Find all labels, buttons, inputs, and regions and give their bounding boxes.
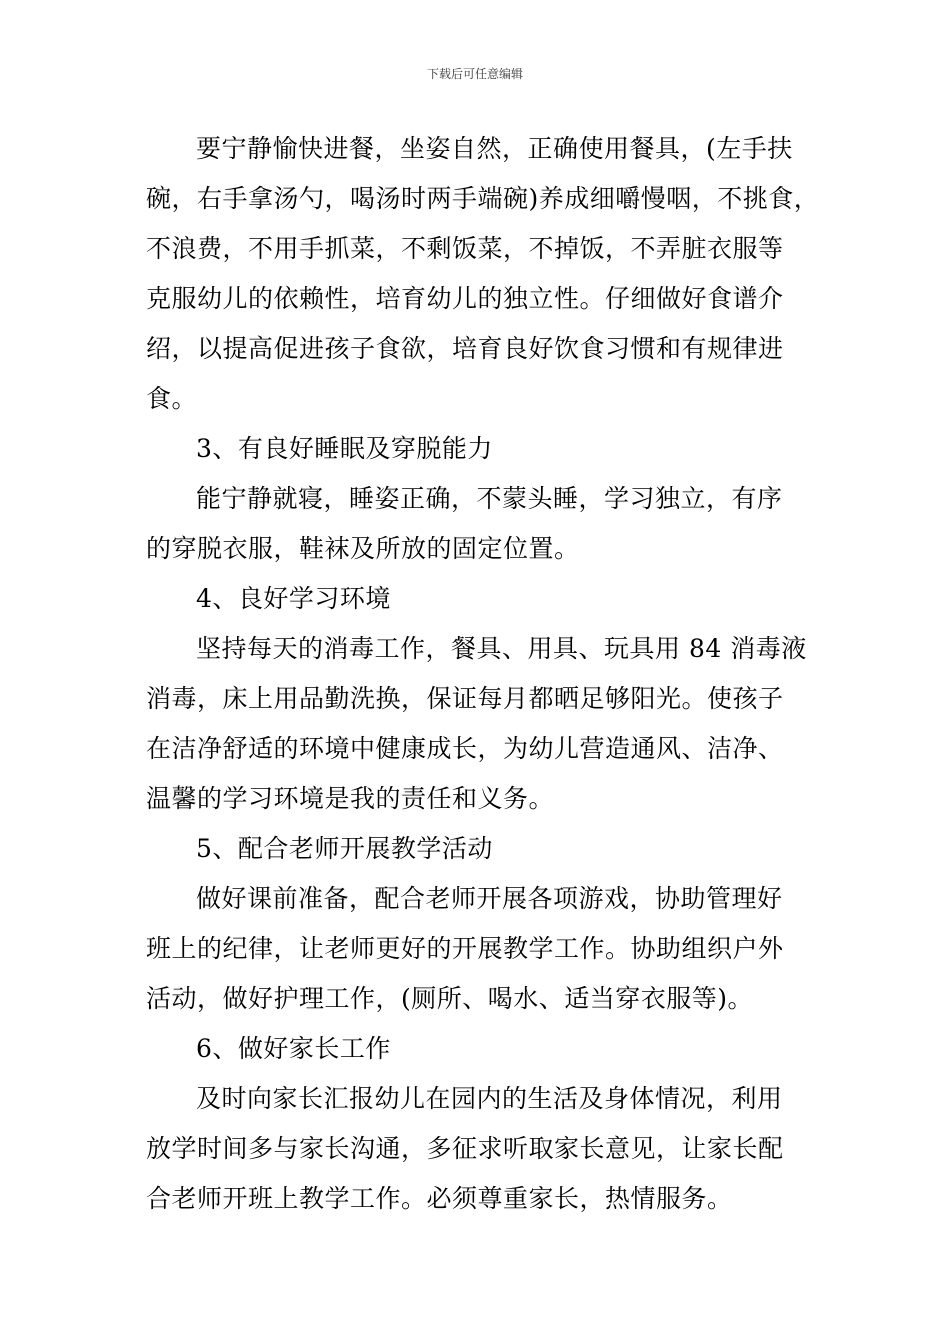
paragraph-line: 坚持每天的消毒工作，餐具、用具、玩具用 84 消毒液: [196, 634, 807, 663]
paragraph-line: 在洁净舒适的环境中健康成长，为幼儿营造通风、洁净、: [146, 734, 784, 763]
paragraph-line: 绍，以提高促进孩子食欲，培育良好饮食习惯和有规律进: [146, 334, 784, 363]
header-note: 下载后可任意编辑: [426, 67, 523, 81]
paragraph-line: 的穿脱衣服，鞋袜及所放的固定位置。: [146, 534, 580, 563]
paragraph-line: 及时向家长汇报幼儿在园内的生活及身体情况，利用: [196, 1084, 783, 1113]
paragraph-line: 消毒，床上用品勤洗换，保证每月都晒足够阳光。使孩子: [146, 684, 784, 713]
section-heading: 3、有良好睡眠及穿脱能力: [196, 434, 493, 463]
paragraph-line: 做好课前准备，配合老师开展各项游戏，协助管理好: [196, 884, 783, 913]
paragraph-line: 克服幼儿的依赖性，培育幼儿的独立性。仔细做好食谱介: [146, 284, 784, 313]
paragraph-line: 班上的纪律，让老师更好的开展教学工作。协助组织户外: [146, 934, 784, 963]
paragraph-line: 活动，做好护理工作，(厕所、喝水、适当穿衣服等)。: [146, 984, 754, 1013]
paragraph-line: 能宁静就寝，睡姿正确，不蒙头睡，学习独立，有序: [196, 484, 783, 513]
document-body: [146, 124, 826, 1224]
paragraph-line: 碗，右手拿汤勺，喝汤时两手端碗)养成细嚼慢咽，不挑食，: [146, 184, 820, 213]
paragraph-line: 放学时间多与家长沟通，多征求听取家长意见，让家长配: [146, 1134, 784, 1163]
section-heading: 6、做好家长工作: [196, 1034, 391, 1063]
paragraph-line: 不浪费，不用手抓菜，不剩饭菜，不掉饭，不弄脏衣服等: [146, 234, 784, 263]
paragraph-line: 要宁静愉快进餐，坐姿自然，正确使用餐具，(左手扶: [196, 134, 793, 163]
paragraph-line: 合老师开班上教学工作。必须尊重家长，热情服务。: [146, 1184, 733, 1213]
paragraph-line: 食。: [146, 384, 198, 413]
paragraph-line: 温馨的学习环境是我的责任和义务。: [146, 784, 555, 813]
section-heading: 4、良好学习环境: [196, 584, 391, 613]
section-heading: 5、配合老师开展教学活动: [196, 834, 493, 863]
